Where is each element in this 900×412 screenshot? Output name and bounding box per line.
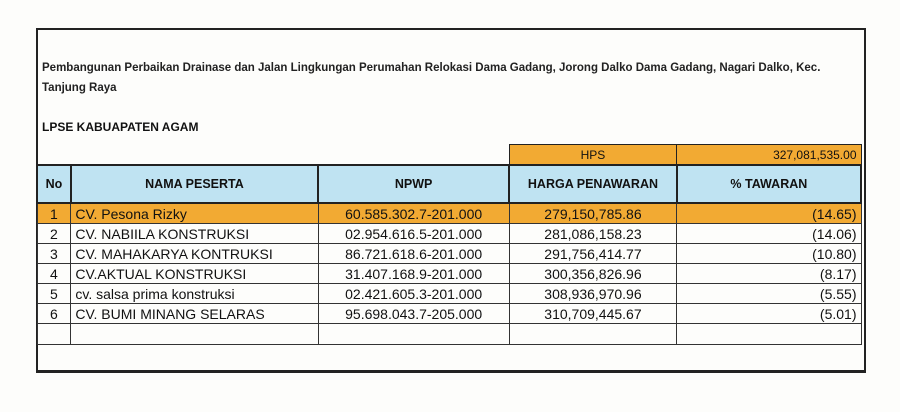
hps-value: 327,081,535.00: [677, 145, 861, 166]
row-npwp: 02.421.605.3-201.000: [318, 284, 509, 304]
row-npwp: 60.585.302.7-201.000: [318, 203, 509, 224]
table-row: [37, 203, 861, 224]
empty-row: [37, 324, 861, 345]
table-row: [37, 224, 861, 244]
row-pct: (5.55): [677, 284, 861, 304]
row-price: 279,150,785.86: [509, 203, 676, 224]
col-npwp: NPWP: [318, 165, 509, 203]
col-no: No: [37, 165, 71, 203]
table-row: [37, 284, 861, 304]
table-row: [37, 304, 861, 324]
row-pct: (8.17): [677, 264, 861, 284]
row-no: 3: [37, 244, 71, 264]
row-npwp: 86.721.618.6-201.000: [318, 244, 509, 264]
row-price: 300,356,826.96: [509, 264, 676, 284]
row-name: cv. salsa prima konstruksi: [71, 284, 318, 304]
col-pct: % TAWARAN: [677, 165, 861, 203]
row-name: CV. NABIILA KONSTRUKSI: [71, 224, 318, 244]
agency-label: LPSE KABUAPATEN AGAM: [42, 120, 199, 134]
col-name: NAMA PESERTA: [71, 165, 318, 203]
row-name: CV.AKTUAL KONSTRUKSI: [71, 264, 318, 284]
row-pct: (14.06): [677, 224, 861, 244]
col-price: HARGA PENAWARAN: [509, 165, 676, 203]
row-price: 308,936,970.96: [509, 284, 676, 304]
bid-table: [36, 144, 862, 345]
project-title: Pembangunan Perbaikan Drainase dan Jalan Lingkungan Perumahan Relokasi Dama Gadang, Jorong Dalko Dama Gadang, Nagari Dalko, Kec. Tanjung Raya: [42, 62, 821, 94]
table-header: [37, 165, 861, 203]
table-row: [37, 244, 861, 264]
document-frame: [36, 28, 866, 373]
hps-row: [37, 145, 861, 166]
row-npwp: 31.407.168.9-201.000: [318, 264, 509, 284]
row-no: 1: [37, 203, 71, 224]
row-price: 281,086,158.23: [509, 224, 676, 244]
row-name: CV. Pesona Rizky: [71, 203, 318, 224]
row-npwp: 95.698.043.7-205.000: [318, 304, 509, 324]
row-no: 4: [37, 264, 71, 284]
row-npwp: 02.954.616.5-201.000: [318, 224, 509, 244]
row-name: CV. BUMI MINANG SELARAS: [71, 304, 318, 324]
row-price: 310,709,445.67: [509, 304, 676, 324]
row-no: 5: [37, 284, 71, 304]
row-pct: (5.01): [677, 304, 861, 324]
row-pct: (10.80): [677, 244, 861, 264]
hps-label: HPS: [509, 145, 676, 166]
row-pct: (14.65): [677, 203, 861, 224]
table-row: [37, 264, 861, 284]
row-name: CV. MAHAKARYA KONTRUKSI: [71, 244, 318, 264]
row-no: 2: [37, 224, 71, 244]
row-price: 291,756,414.77: [509, 244, 676, 264]
row-no: 6: [37, 304, 71, 324]
